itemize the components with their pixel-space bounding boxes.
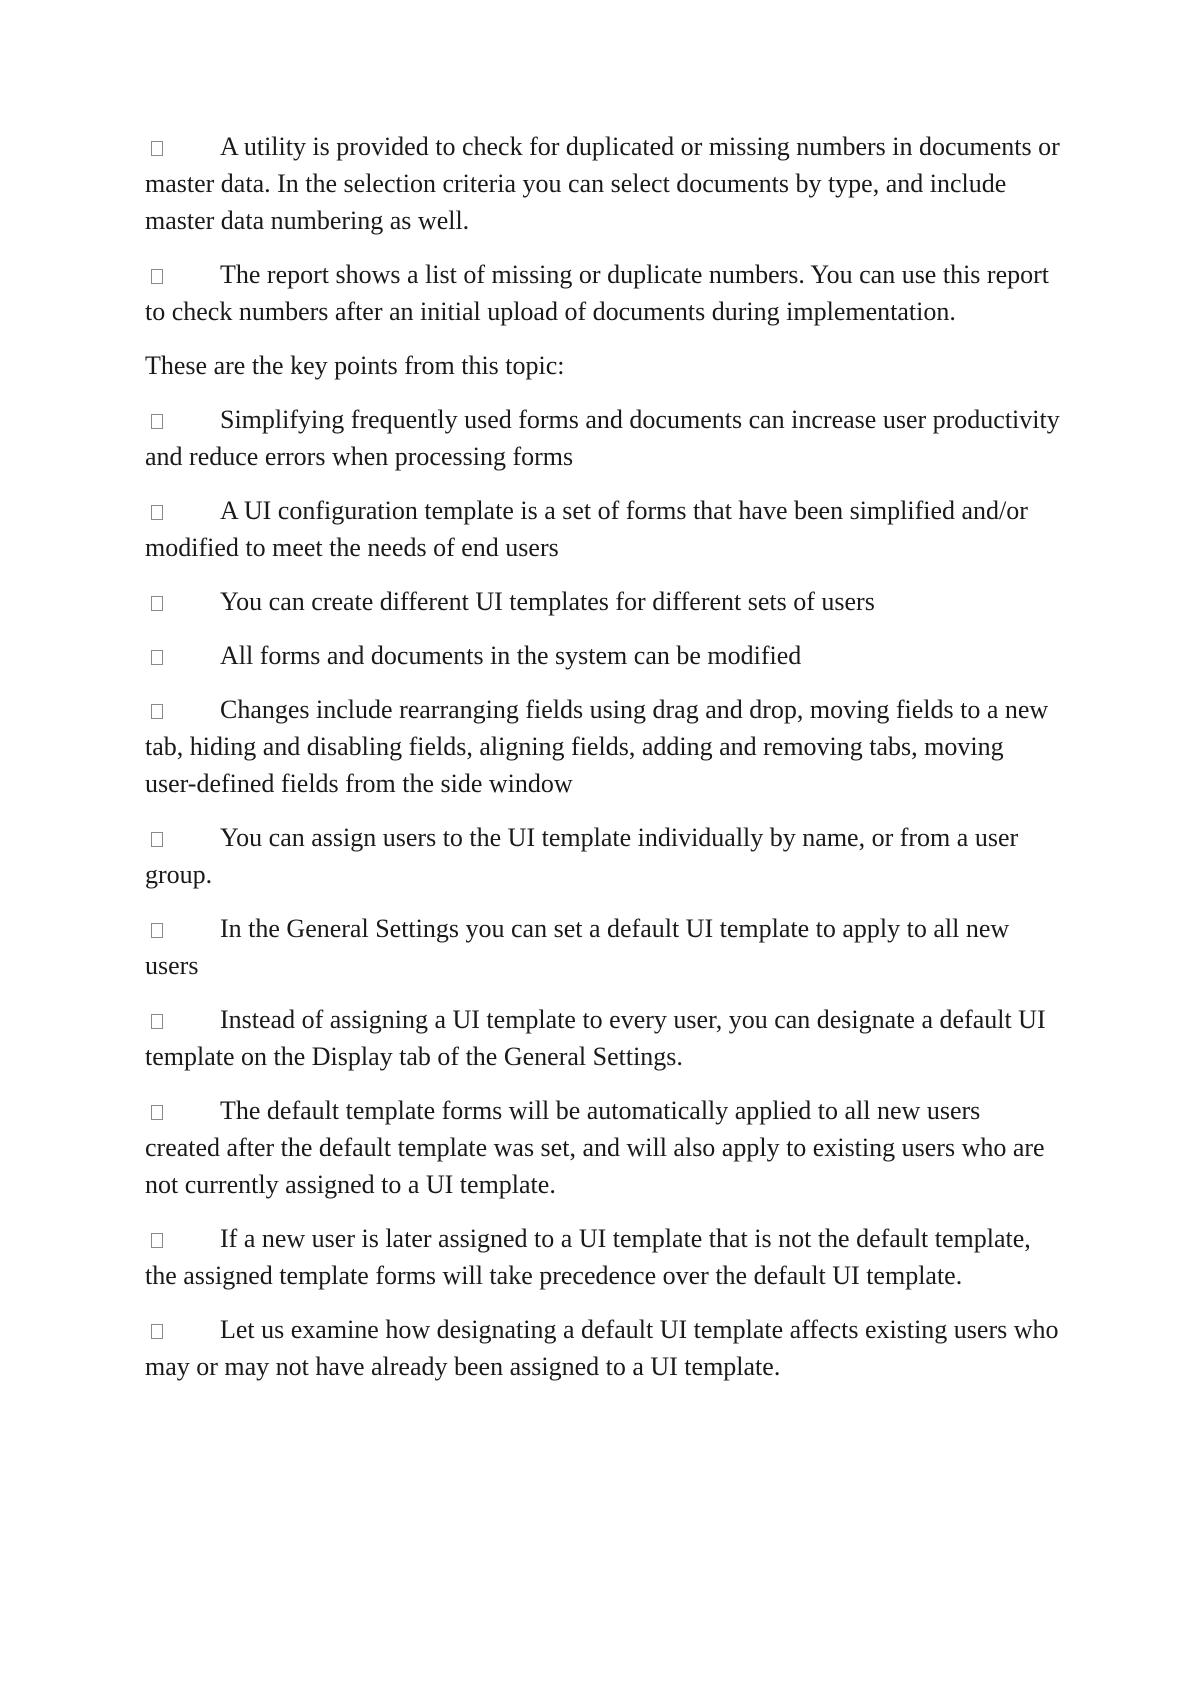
bullet-paragraph <box>145 1001 1060 1075</box>
paragraph-text: A utility is provided to check for duplicated or missing numbers in documents or master data. In the selection criteria you can select documents by type, and include master data numbering as well. <box>145 132 1060 235</box>
paragraph-text: These are the key points from this topic: <box>145 351 565 380</box>
document-page <box>145 128 1060 1402</box>
paragraph-text: You can create different UI templates for different sets of users <box>220 587 875 616</box>
bullet-box-icon <box>151 1324 163 1339</box>
bullet-paragraph <box>145 256 1060 330</box>
bullet-box-icon <box>151 923 163 938</box>
bullet-box-icon <box>151 704 163 719</box>
bullet-box-icon <box>151 269 163 284</box>
bullet-paragraph <box>145 910 1060 984</box>
bullet-paragraph <box>145 401 1060 475</box>
paragraph-text: Instead of assigning a UI template to every user, you can designate a default UI template on the Display tab of the General Settings. <box>145 1005 1046 1071</box>
bullet-paragraph <box>145 691 1060 802</box>
paragraph-text: All forms and documents in the system can be modified <box>220 641 802 670</box>
bullet-paragraph <box>145 583 1060 620</box>
bullet-box-icon <box>151 505 163 520</box>
bullet-box-icon <box>151 141 163 156</box>
bullet-box-icon <box>151 650 163 665</box>
bullet-paragraph <box>145 1092 1060 1203</box>
bullet-paragraph <box>145 1311 1060 1385</box>
bullet-paragraph <box>145 492 1060 566</box>
bullet-paragraph <box>145 819 1060 893</box>
paragraph-text: Let us examine how designating a default UI template affects existing users who may or may not have already been assigned to a UI template. <box>145 1315 1059 1381</box>
bullet-paragraph <box>145 637 1060 674</box>
paragraph-text: The default template forms will be automatically applied to all new users created after the default template was set, and will also apply to existing users who are not currently assigned to a UI template. <box>145 1096 1045 1199</box>
bullet-box-icon <box>151 414 163 429</box>
paragraph-text: A UI configuration template is a set of forms that have been simplified and/or modified to meet the needs of end users <box>145 496 1028 562</box>
bullet-box-icon <box>151 1233 163 1248</box>
paragraph-text: If a new user is later assigned to a UI template that is not the default template, the assigned template forms will take precedence over the default UI template. <box>145 1224 1031 1290</box>
bullet-box-icon <box>151 832 163 847</box>
intro-paragraph <box>145 347 1060 384</box>
bullet-paragraph <box>145 1220 1060 1294</box>
bullet-box-icon <box>151 1014 163 1029</box>
bullet-paragraph <box>145 128 1060 239</box>
paragraph-text: Simplifying frequently used forms and documents can increase user productivity and reduce errors when processing forms <box>145 405 1060 471</box>
bullet-box-icon <box>151 596 163 611</box>
paragraph-text: You can assign users to the UI template individually by name, or from a user group. <box>145 823 1019 889</box>
paragraph-text: In the General Settings you can set a default UI template to apply to all new users <box>145 914 1010 980</box>
bullet-box-icon <box>151 1105 163 1120</box>
paragraph-text: The report shows a list of missing or duplicate numbers. You can use this report to check numbers after an initial upload of documents during implementation. <box>145 260 1049 326</box>
paragraph-text: Changes include rearranging fields using drag and drop, moving fields to a new tab, hiding and disabling fields, aligning fields, adding and removing tabs, moving user-defined fields from the side window <box>145 695 1049 798</box>
